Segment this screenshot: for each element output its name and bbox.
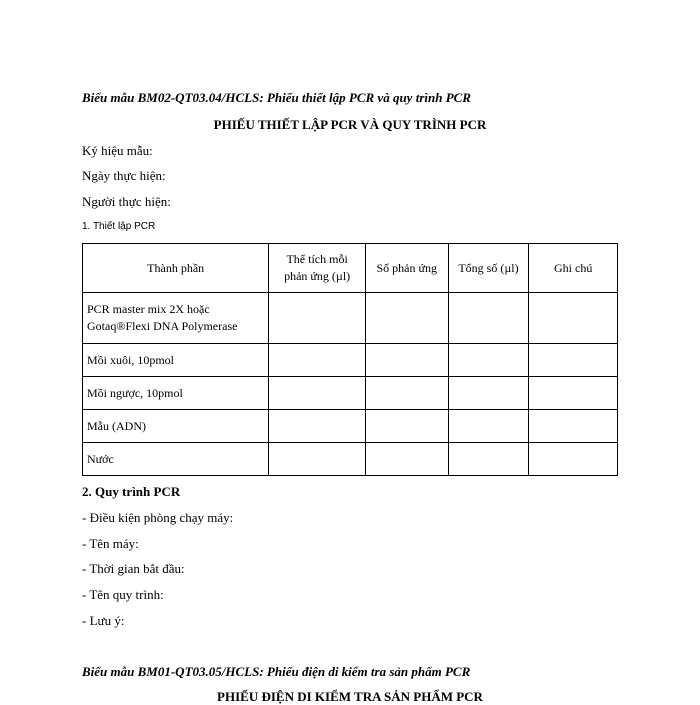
process-item: - Điều kiện phòng chạy máy:	[82, 510, 234, 525]
table-cell: Mồi xuôi, 10pmol	[83, 344, 269, 377]
table-header-cell: Thể tích mỗi phản ứng (µl)	[269, 244, 366, 293]
form2-code-line	[82, 664, 470, 680]
table-cell	[269, 293, 366, 344]
performer-field: Người thực hiện:	[82, 194, 171, 209]
form2-code: Biểu mẫu BM01-QT03.05/HCLS:	[82, 664, 264, 679]
table-cell	[365, 293, 448, 344]
table-header-cell: Thành phần	[83, 244, 269, 293]
table-row	[83, 377, 618, 410]
table-cell	[365, 344, 448, 377]
process-item: - Lưu ý:	[82, 613, 125, 628]
table-cell: Nước	[83, 443, 269, 476]
table-cell	[448, 344, 529, 377]
process-item: - Tên máy:	[82, 536, 139, 551]
table-cell: Mẫu (ADN)	[83, 410, 269, 443]
table-row	[83, 293, 618, 344]
date-field: Ngày thực hiện:	[82, 168, 166, 183]
table-cell	[269, 377, 366, 410]
table-cell: PCR master mix 2X hoặc Gotaq®Flexi DNA Polymerase	[83, 293, 269, 344]
table-header-cell: Ghi chú	[529, 244, 618, 293]
table-cell	[529, 377, 618, 410]
table-cell	[448, 410, 529, 443]
table-cell	[529, 443, 618, 476]
table-header-row	[83, 244, 618, 293]
form1-title: PHIẾU THIẾT LẬP PCR VÀ QUY TRÌNH PCR	[213, 117, 487, 132]
table-cell	[448, 293, 529, 344]
table-row	[83, 443, 618, 476]
form1-code: Biểu mẫu BM02-QT03.04/HCLS:	[82, 90, 264, 105]
table-row	[83, 410, 618, 443]
form1-subtitle: Phiếu thiết lập PCR và quy trình PCR	[266, 90, 471, 105]
table-cell	[269, 443, 366, 476]
section2-heading: 2. Quy trình PCR	[82, 484, 181, 499]
form2-subtitle: Phiếu điện di kiểm tra sản phẩm PCR	[266, 664, 471, 679]
section1-heading: 1. Thiết lập PCR	[82, 221, 156, 232]
table-cell	[269, 344, 366, 377]
table-cell	[529, 344, 618, 377]
table-cell	[529, 293, 618, 344]
sample-id-field: Ký hiệu mẫu:	[82, 143, 153, 158]
table-cell	[365, 410, 448, 443]
form1-code-line	[82, 90, 471, 106]
table-cell	[365, 377, 448, 410]
table-cell	[269, 410, 366, 443]
process-item: - Tên quy trình:	[82, 587, 164, 602]
table-cell	[529, 410, 618, 443]
table-row	[83, 344, 618, 377]
process-item: - Thời gian bắt đầu:	[82, 561, 185, 576]
table-cell	[448, 377, 529, 410]
table-header-cell: Số phản ứng	[365, 244, 448, 293]
table-cell	[365, 443, 448, 476]
table-cell: Mồi ngược, 10pmol	[83, 377, 269, 410]
table-cell	[448, 443, 529, 476]
pcr-setup-table	[82, 243, 618, 476]
form2-title: PHIẾU ĐIỆN DI KIỂM TRA SẢN PHẨM PCR	[217, 689, 483, 704]
table-header-cell: Tổng số (µl)	[448, 244, 529, 293]
